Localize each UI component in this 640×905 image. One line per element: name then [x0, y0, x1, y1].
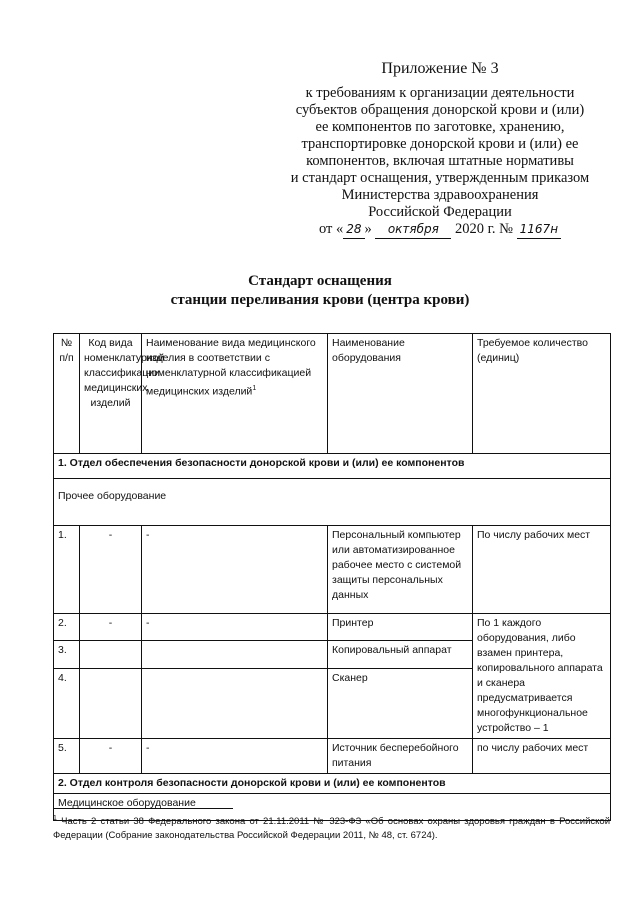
footnote-ref: 1 [252, 385, 257, 392]
appendix-line: Министерства здравоохранения [341, 187, 539, 203]
appendix-line: компонентов, включая штатные нормативы [306, 153, 574, 169]
footnote-divider [53, 808, 233, 809]
row-code: - [80, 739, 142, 774]
row-equipment: Копировальный аппарат [328, 641, 473, 669]
section-row [54, 454, 611, 479]
header-cell: Требуемое количество (единиц) [473, 334, 611, 454]
order-line [270, 221, 610, 239]
row-kind [142, 641, 328, 669]
row-kind [142, 669, 328, 739]
table-row [54, 614, 611, 641]
subsection-label: Прочее оборудование [54, 479, 611, 526]
header-cell [142, 334, 328, 454]
footnote-text: Часть 2 статьи 38 Федерального закона от 21.11.2011 № 323-ФЗ «Об основах охраны здоровья граждан в Российской Федерации (Собрание законодательства Российской Федерации 2011, № 48, ст. 6724). [53, 816, 610, 842]
row-equipment: Персональный компьютер или автоматизированное рабочее место с системой защиты персональных данных [328, 526, 473, 614]
row-equipment: Источник бесперебойного питания [328, 739, 473, 774]
row-quantity: По 1 каждого оборудования, либо взамен принтера, копировального аппарата и сканера предусматривается многофункциональное устройство – 1 [473, 614, 611, 739]
row-quantity: По числу рабочих мест [473, 526, 611, 614]
title-line-2: станции переливания крови (центра крови) [170, 292, 470, 308]
appendix-line: Российской Федерации [368, 204, 512, 220]
appendix-line: к требованиям к организации деятельности [305, 85, 575, 101]
order-year: 2020 г. № [455, 221, 514, 237]
table-row [54, 526, 611, 614]
header-text: Наименование вида медицинского изделия в соответствии с номенклатурной классификацией медицинских изделий [146, 337, 316, 398]
row-equipment: Принтер [328, 614, 473, 641]
equipment-table [53, 333, 611, 821]
appendix-line: транспортировке донорской крови и (или) ее [301, 136, 579, 152]
order-prefix: от « [318, 221, 344, 237]
row-code [80, 669, 142, 739]
appendix-line: и стандарт оснащения, утвержденным приказом [290, 170, 590, 186]
header-cell: № п/п [54, 334, 80, 454]
order-number: 1167н [517, 221, 561, 239]
header-cell: Наименование оборудования [328, 334, 473, 454]
table-header-row [54, 334, 611, 454]
row-number: 5. [54, 739, 80, 774]
row-number: 3. [54, 641, 80, 669]
row-number: 2. [54, 614, 80, 641]
row-code: - [80, 526, 142, 614]
section-row [54, 774, 611, 794]
row-code [80, 641, 142, 669]
row-kind: - [142, 526, 328, 614]
order-month: октября [375, 221, 451, 239]
row-code: - [80, 614, 142, 641]
title-line-1: Стандарт оснащения [248, 273, 392, 289]
row-number: 4. [54, 669, 80, 739]
row-kind: - [142, 614, 328, 641]
appendix-block [270, 60, 610, 239]
appendix-line: ее компонентов по заготовке, хранению, [315, 119, 565, 135]
subsection-row [54, 479, 611, 526]
section-heading: 1. Отдел обеспечения безопасности донорской крови и (или) ее компонентов [54, 454, 611, 479]
footnote [53, 812, 610, 843]
row-equipment: Сканер [328, 669, 473, 739]
document-title [0, 272, 640, 310]
appendix-line: субъектов обращения донорской крови и (или) [295, 102, 585, 118]
table-row [54, 739, 611, 774]
appendix-title: Приложение № 3 [381, 60, 499, 77]
order-day: 28 [343, 221, 364, 239]
header-cell: Код вида номенклатурной классификации медицинских изделий [80, 334, 142, 454]
footnote-mark: 1 [53, 815, 57, 822]
row-number: 1. [54, 526, 80, 614]
order-mid: » [364, 221, 372, 237]
section-heading: 2. Отдел контроля безопасности донорской крови и (или) ее компонентов [54, 774, 611, 794]
subsection-label: Медицинское оборудование [54, 794, 611, 821]
row-kind: - [142, 739, 328, 774]
row-quantity: по числу рабочих мест [473, 739, 611, 774]
